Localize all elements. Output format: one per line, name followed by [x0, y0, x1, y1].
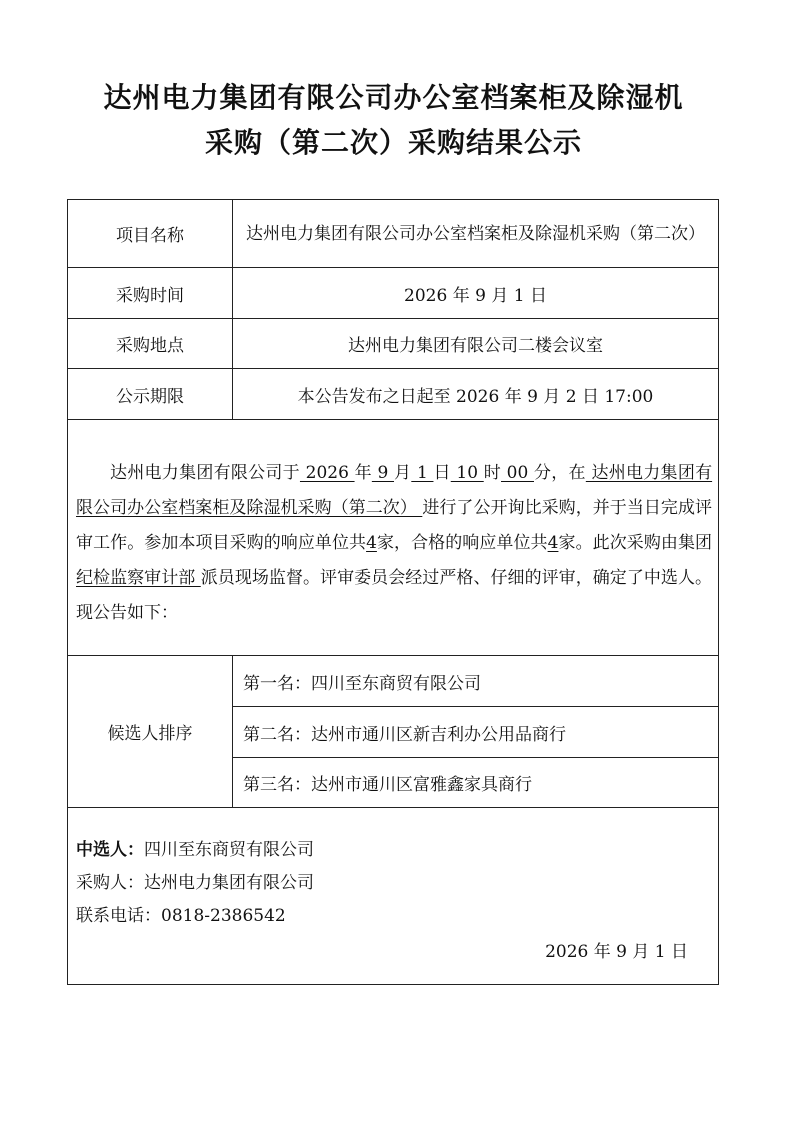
notice-month: 9 — [371, 463, 395, 483]
candidate-rank-2: 第二名：达州市通川区新吉利办公用品商行 — [243, 724, 566, 745]
notice-text: 进行了公开询比采购，并于当日完成评审工作。参加本项目采购的响应单位共 — [76, 498, 713, 553]
purchaser-line — [76, 871, 314, 895]
winner-line — [76, 838, 314, 862]
value-purchase-location: 达州电力集团有限公司二楼会议室 — [348, 336, 603, 356]
notice-hour: 10 — [450, 463, 484, 483]
table-rule — [67, 419, 719, 420]
value-notice-period: 本公告发布之日起至 2026 年 9 月 2 日 17:00 — [297, 386, 654, 407]
notice-text: 月 — [394, 463, 412, 483]
notice-project: 达州电力集团有限公司办公室档案柜及除湿机采购（第二次） — [76, 463, 713, 518]
winner-value: 四川至东商贸有限公司 — [144, 840, 314, 860]
notice-paragraph — [76, 456, 712, 631]
candidate-rank-3: 第三名：达州市通川区富雅鑫家具商行 — [243, 775, 532, 795]
notice-responders-count: 4 — [366, 533, 377, 553]
document-title-line-1: 达州电力集团有限公司办公室档案柜及除湿机 — [103, 81, 684, 114]
candidate-rank-1: 第一名：四川至东商贸有限公司 — [243, 673, 481, 694]
document-title-line-2: 采购（第二次）采购结果公示 — [204, 126, 582, 159]
label-purchase-location: 采购地点 — [116, 336, 184, 356]
phone-label: 联系电话： — [76, 906, 161, 926]
purchaser-value: 达州电力集团有限公司 — [144, 873, 314, 893]
label-candidate-ranking: 候选人排序 — [107, 724, 193, 744]
notice-text: 家。此次采购由集团 — [558, 533, 713, 553]
notice-minute: 00 — [501, 463, 534, 483]
label-project-name: 项目名称 — [116, 226, 184, 246]
notice-qualified-count: 4 — [547, 533, 559, 553]
label-purchase-time: 采购时间 — [116, 285, 184, 306]
value-project-name: 达州电力集团有限公司办公室档案柜及除湿机采购（第二次） — [246, 223, 705, 244]
notice-year: 2026 — [299, 463, 355, 483]
purchaser-label: 采购人： — [76, 873, 144, 893]
notice-text: 日 — [433, 463, 451, 483]
phone-value: 0818-2386542 — [161, 906, 286, 926]
notice-text: 达州电力集团有限公司于 — [110, 463, 300, 483]
notice-text: 分，在 — [534, 463, 586, 483]
winner-label: 中选人： — [76, 840, 144, 860]
publish-date: 2026 年 9 月 1 日 — [545, 942, 688, 962]
value-purchase-time: 2026 年 9 月 1 日 — [404, 285, 547, 306]
notice-text: 家，合格的响应单位共 — [376, 533, 548, 553]
notice-text: 派员现场监督。评审委员会经过严格、仔细的评审，确定了中选人。现公告如下： — [76, 568, 712, 623]
phone-line — [76, 904, 286, 928]
label-notice-period: 公示期限 — [116, 386, 184, 407]
notice-text: 年 — [354, 463, 372, 483]
notice-day: 1 — [411, 463, 434, 483]
notice-text: 时 — [483, 463, 502, 483]
notice-supervisor: 纪检监察审计部 — [76, 568, 201, 588]
table-rule — [67, 807, 719, 808]
